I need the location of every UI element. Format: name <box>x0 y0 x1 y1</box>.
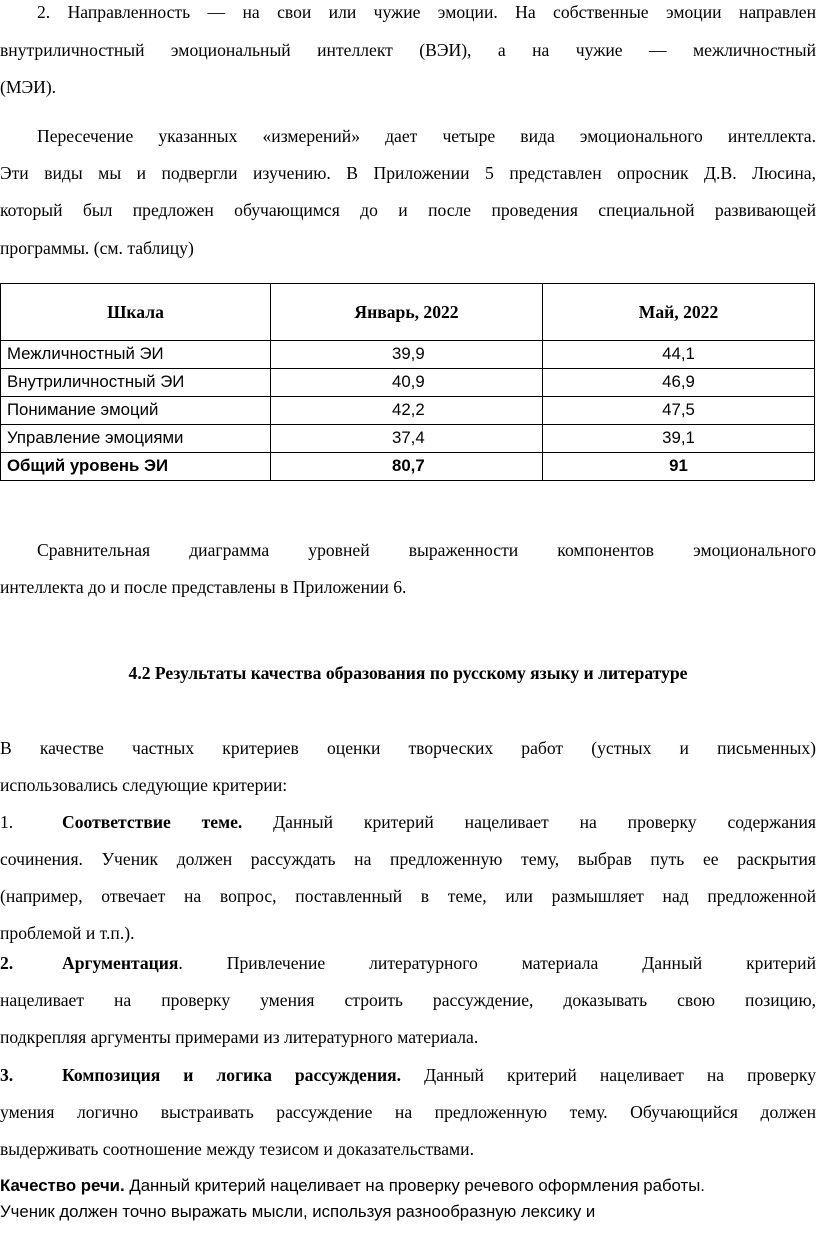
table-row <box>1 425 815 453</box>
cell-january: 39,9 <box>392 344 425 363</box>
paragraph-diagram-line-2: интеллекта до и после представлены в Приложении 6. <box>0 577 407 597</box>
cell-total-may: 91 <box>543 453 815 481</box>
ei-results-table <box>0 283 815 481</box>
criterion-2-number: 2. <box>0 953 14 973</box>
cell-total-january: 80,7 <box>392 456 425 475</box>
table-total-row <box>1 453 815 481</box>
table-row <box>1 397 815 425</box>
cell-scale: Внутриличностный ЭИ <box>1 369 271 397</box>
criterion-1-line-4: проблемой и т.п.). <box>0 923 135 943</box>
criterion-3-line-3: выдерживать соотношение между тезисом и доказательствами. <box>0 1139 474 1159</box>
criterion-4-line-2: Ученик должен точно выражать мысли, используя разнообразную лексику и <box>0 1202 596 1221</box>
criterion-4-title: Качество речи. <box>0 1176 125 1195</box>
cell-may: 44,1 <box>543 341 815 369</box>
cell-may: 47,5 <box>543 397 815 425</box>
criterion-2-line-2: нацеливает на проверку умения строить рассуждение, доказывать свою позицию, <box>0 990 816 1010</box>
cell-scale: Управление эмоциями <box>1 425 271 453</box>
paragraph-direction-line-3: (МЭИ). <box>0 77 57 97</box>
section-heading: 4.2 Результаты качества образования по русскому языку и литературе <box>128 663 688 683</box>
criterion-2-text: . Привлечение литературного материала Данный критерий <box>178 953 816 973</box>
criterion-2-line-1 <box>0 952 816 974</box>
cell-scale: Межличностный ЭИ <box>1 341 271 369</box>
paragraph-criteria-line-1: В качестве частных критериев оценки творческих работ (устных и письменных) <box>0 738 816 758</box>
cell-january: 37,4 <box>392 428 425 447</box>
paragraph-intersection-line-2: Эти виды мы и подвергли изучению. В Приложении 5 представлен опросник Д.В. Люсина, <box>0 163 816 183</box>
paragraph-criteria-line-2: использовались следующие критерии: <box>0 775 288 795</box>
cell-scale: Понимание эмоций <box>1 397 271 425</box>
table-row <box>1 341 815 369</box>
table-row <box>1 369 815 397</box>
paragraph-direction-line-1: 2. Направленность — на свои или чужие эмоции. На собственные эмоции направлен <box>37 2 816 22</box>
cell-may: 39,1 <box>543 425 815 453</box>
cell-january: 40,9 <box>392 372 425 391</box>
paragraph-intersection-line-4: программы. (см. таблицу) <box>0 238 194 258</box>
header-may: Май, 2022 <box>543 284 815 341</box>
criterion-1-line-3: (например, отвечает на вопрос, поставленный в теме, или размышляет над предложенной <box>0 886 816 906</box>
criterion-1-text: Данный критерий нацеливает на проверку содержания <box>242 812 816 832</box>
criterion-3-title: Композиция и логика рассуждения. <box>62 1065 402 1085</box>
criterion-4-text: Данный критерий нацеливает на проверку речевого оформления работы. <box>124 1176 705 1195</box>
header-january: Январь, 2022 <box>271 284 543 341</box>
header-scale: Шкала <box>1 284 271 341</box>
paragraph-direction-line-2: внутриличностный эмоциональный интеллект (ВЭИ), а на чужие — межличностный <box>0 40 816 60</box>
criterion-3-text: Данный критерий нацеливает на проверку <box>401 1065 816 1085</box>
criterion-2-line-3: подкрепляя аргументы примерами из литературного материала. <box>0 1027 479 1047</box>
criterion-3-number: 3. <box>0 1065 14 1085</box>
cell-may: 46,9 <box>543 369 815 397</box>
paragraph-intersection-line-1: Пересечение указанных «измерений» дает четыре вида эмоционального интеллекта. <box>37 126 816 146</box>
criterion-1-line-2: сочинения. Ученик должен рассуждать на предложенную тему, выбрав путь ее раскрытия <box>0 849 816 869</box>
criterion-1-title: Соответствие теме. <box>62 812 243 832</box>
criterion-2-title: Аргументация <box>62 953 179 973</box>
cell-total-scale: Общий уровень ЭИ <box>1 453 271 481</box>
table-header-row <box>1 284 815 341</box>
criterion-4-line-1 <box>0 1175 816 1197</box>
criterion-1-number: 1. <box>0 812 14 832</box>
criterion-3-line-1 <box>0 1064 816 1086</box>
paragraph-intersection-line-3: который был предложен обучающимся до и после проведения специальной развивающей <box>0 200 816 220</box>
paragraph-diagram-line-1: Сравнительная диаграмма уровней выраженности компонентов эмоционального <box>37 540 816 560</box>
criterion-3-line-2: умения логично выстраивать рассуждение на предложенную тему. Обучающийся должен <box>0 1102 816 1122</box>
criterion-1-line-1 <box>0 811 816 833</box>
cell-january: 42,2 <box>392 400 425 419</box>
